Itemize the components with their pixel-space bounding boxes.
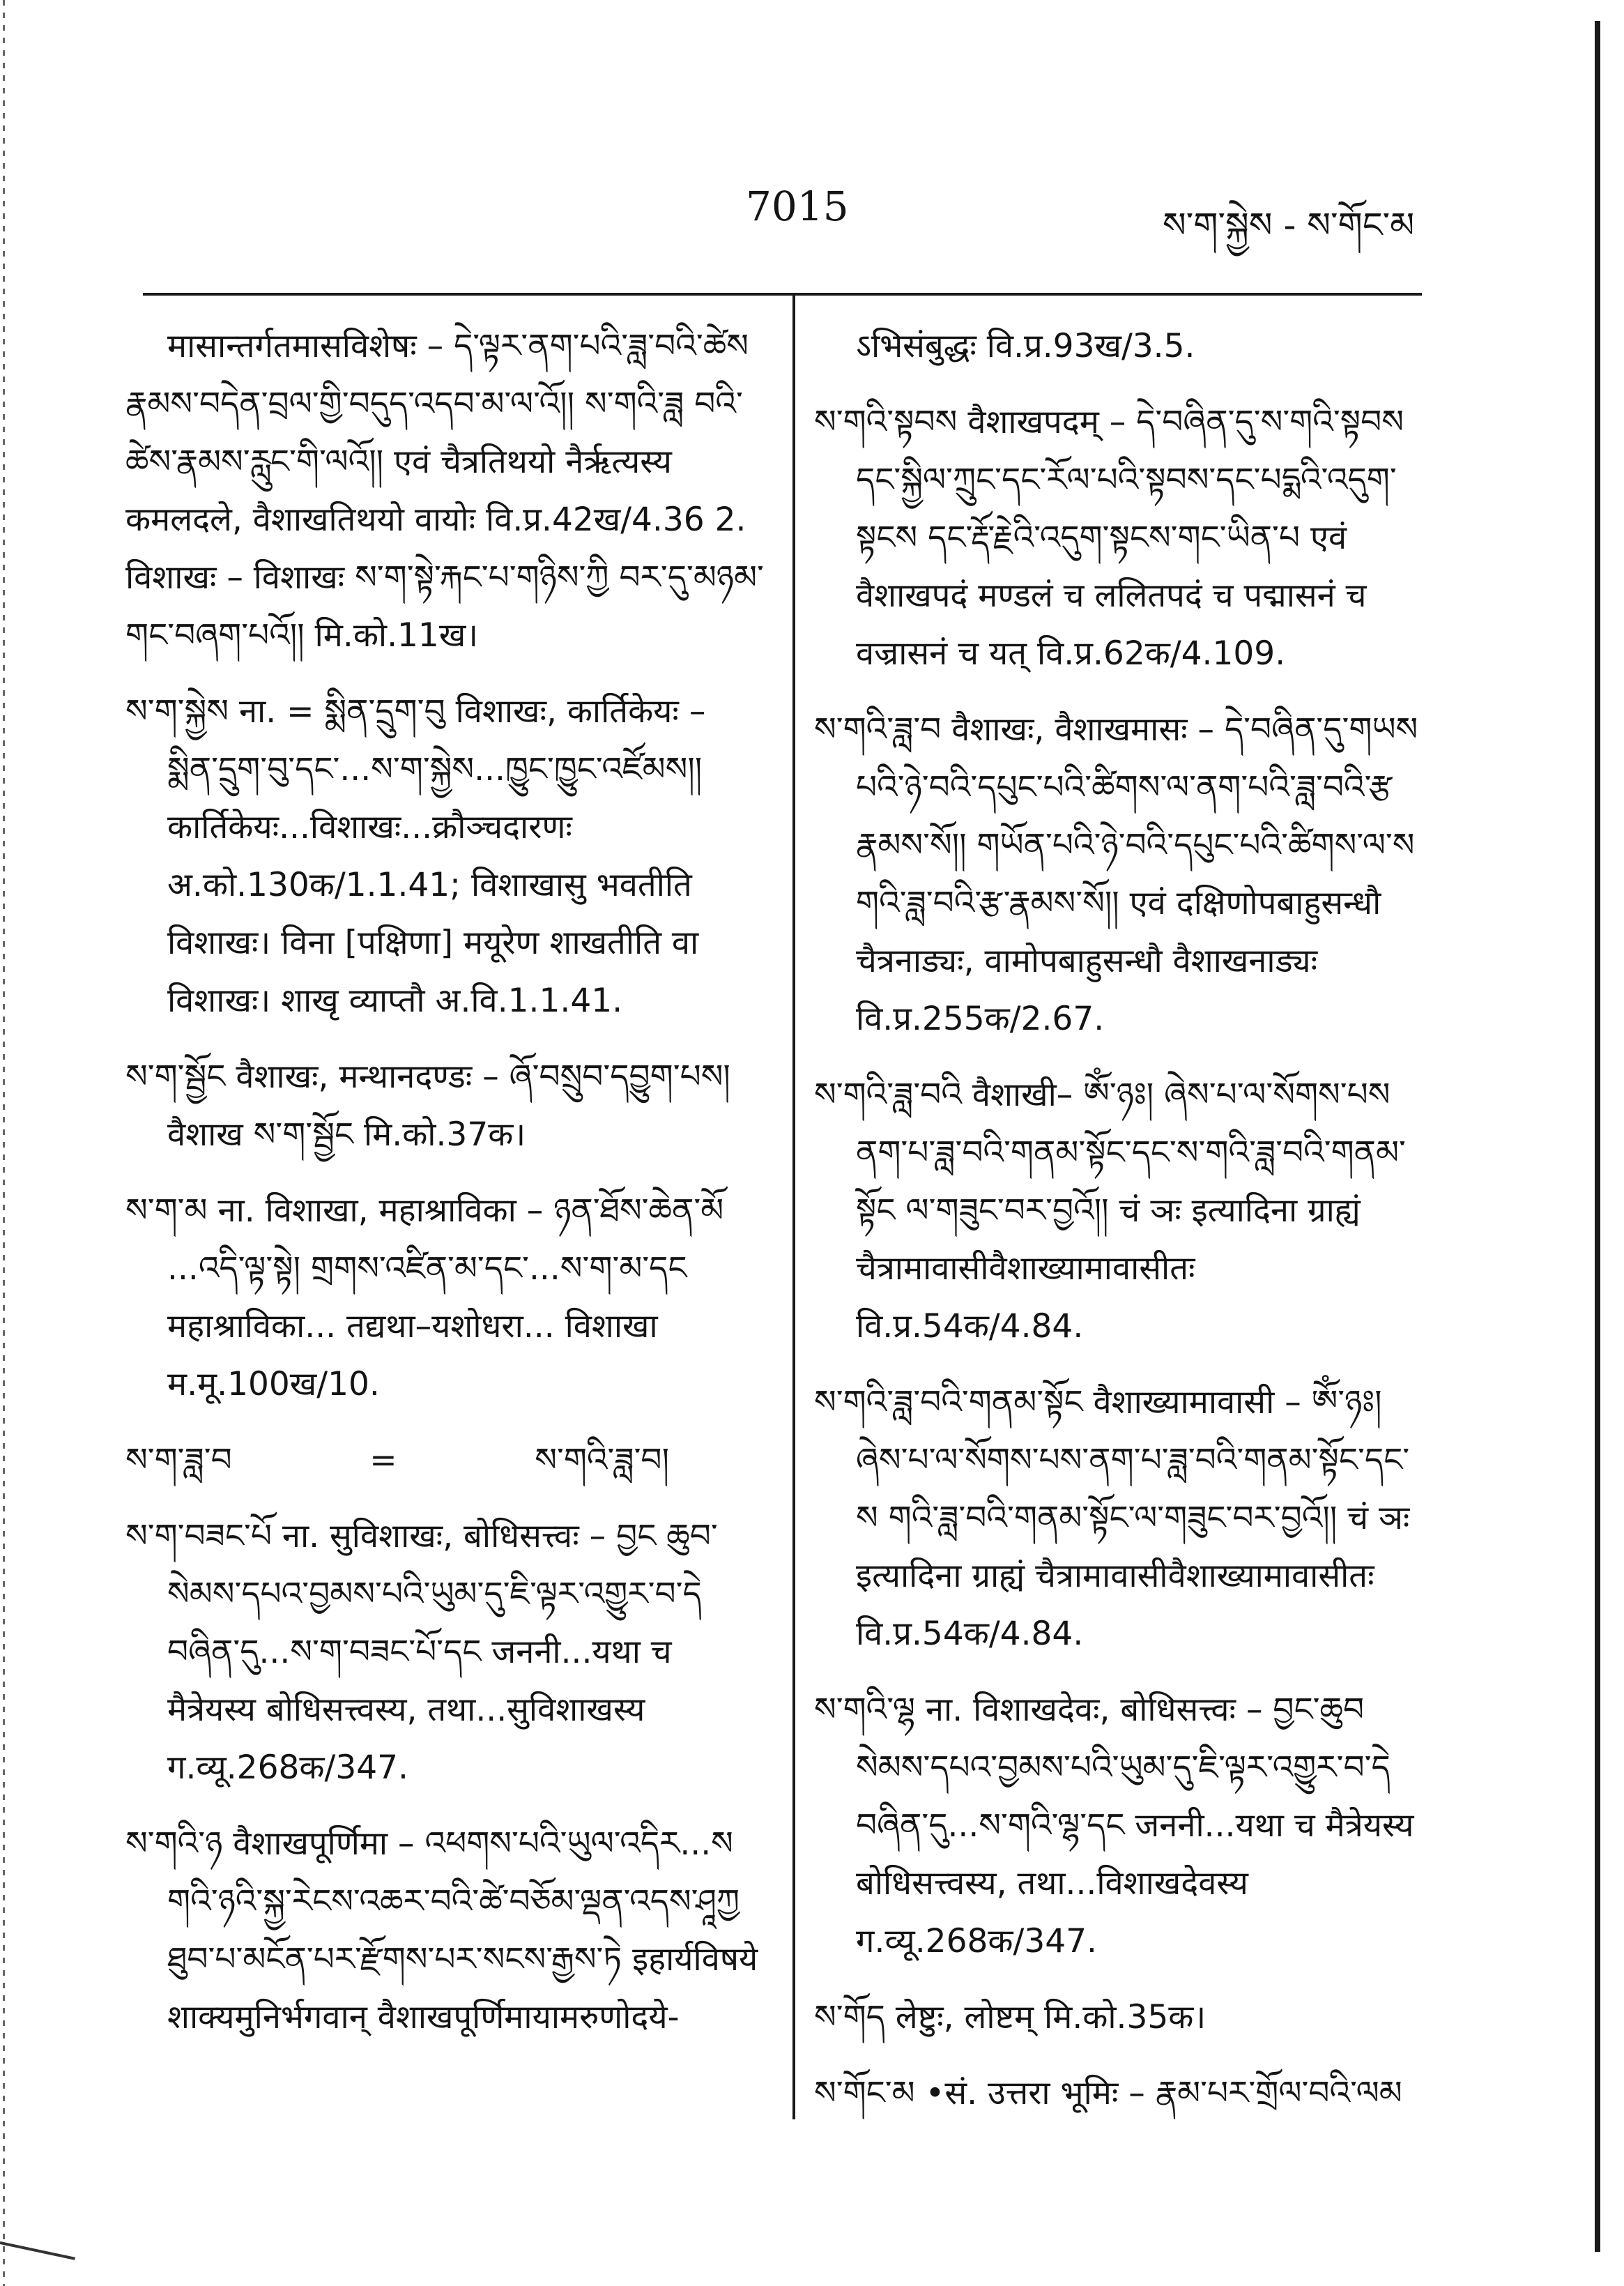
right-column	[814, 317, 1427, 2140]
entry-continuation: ऽभिसंबुद्धः वि.प्र.93ख/3.5.	[856, 327, 1195, 365]
entry-sa-gai-stabs: ས་གའི་སྟབས वैशाखपदम् – དེ་བཞིན་དུ་ས་གའི་སྟབས དང་སྐྱིལ་ཀྲུང་དང་རོལ་པའི་སྟབས་དང་པདྨའི་འདུག་སྟངས དང་རྡོ་རྗེའི་འདུག་སྟངས་གང་ཡིན་པ एवं वैशाखपदं मण्डलं च ललितपदं च पद्मासनं च वज्रासनं च यत् वि.प्र.62क/4.109.	[814, 403, 1404, 673]
entry-sa-gai-nya: ས་གའི་ཉ वैशाखपूर्णिमा – འཕགས་པའི་ཡུལ་འདིར...ས གའི་ཉའི་སྐྱ་རེངས་འཆར་བའི་ཚེ་བཅོམ་ལྡན་འདས་ཤཱཀྱ ཐུབ་པ་མངོན་པར་རྫོགས་པར་སངས་རྒྱས་ཏེ इहार्यविषये शाक्यमुनिर्भगवान् वैशाखपूर्णिमायामरुणोदये-	[125, 1824, 758, 2036]
column-divider	[792, 293, 795, 2119]
cross-ref-target: ས་གའི་ཟླ་བ།	[535, 1441, 669, 1479]
scan-right-border	[1595, 21, 1600, 2252]
entry-sa-gong-ma: ས་གོང་མ •सं. उत्तरा भूमिः – རྣམ་པར་གྲོལ་བའི་ལམ	[814, 2074, 1402, 2112]
cross-ref-sign: =	[369, 1441, 397, 1479]
entry-sa-god: ས་གོད लेष्टुः, लोष्टम् मि.को.35क।	[814, 1998, 1206, 2036]
entry-cross-reference	[125, 1431, 767, 1489]
header-rule	[143, 293, 1422, 296]
entry-sa-gai-zla-bai: ས་གའི་ཟླ་བའི वैशाखी– ཨོཾ་ཉཿ། ཞེས་པ་ལ་སོགས་པས ནག་པ་ཟླ་བའི་གནམ་སྟོང་དང་ས་གའི་ཟླ་བའི་གནམ་སྟོང ལ་གཟུང་བར་བྱའོ།། चं ञः इत्यादिना ग्राह्यं चैत्रामावासीवैशाख्यामावासीतः वि.प्र.54क/4.84.	[814, 1076, 1406, 1346]
left-column	[125, 317, 767, 2064]
entry-sa-ga-ma: ས་ག་མ ना. विशाखा, महाश्राविका – ཉན་ཐོས་ཆེན་མོ ...འདི་ལྟ་སྟེ། གྲགས་འཛིན་མ་དང་...ས་ག་མ་དང महाश्राविका... तद्यथा–यशोधरा... विशाखा म.मू.100ख/10.	[125, 1191, 724, 1403]
cross-ref-term: ས་ག་ཟླ་བ	[125, 1441, 232, 1479]
page-number: 7015	[746, 183, 849, 230]
running-head: ས་ག་སྐྱེས - ས་གོང་མ	[1163, 205, 1415, 245]
scan-left-edge	[3, 0, 5, 2286]
entry-continuation: मासान्तर्गतमासविशेषः – དེ་ལྟར་ནག་པའི་ཟླ་བའི་ཚེས རྣམས་བདེན་བྲལ་གྱི་བདུད་འདབ་མ་ལ་འོ།། ས་གའི་ཟླ བའི་ཚེས་རྣམས་རླུང་གི་ལའོ།། एवं चैत्रतिथयो नैर्ऋत्यस्य कमलदले, वैशाखतिथयो वायोः वि.प्र.42ख/4.36 2. विशाखः – विशाखः ས་ག་སྟེ་རྐང་པ་གཉིས་ཀྱི བར་དུ་མཉམ་གང་བཞག་པའོ།། मि.को.11ख।	[125, 327, 764, 655]
entry-sa-ga-sbyong: ས་ག་སྦྱོང वैशाखः, मन्थानदण्डः – ཞོ་བསྲུབ་དབྱུག་པས། वैशाख ས་ག་སྦྱོང मि.को.37क।	[125, 1058, 730, 1154]
scan-corner-mark	[0, 2241, 75, 2260]
entry-gnam-stong: ས་གའི་ཟླ་བའི་གནམ་སྟོང वैशाख्यामावासी – ཨོཾ་ཉཿ། ཞེས་པ་ལ་སོགས་པས་ནག་པ་ཟླ་བའི་གནམ་སྟོང་དང་ས གའི་ཟླ་བའི་གནམ་སྟོང་ལ་གཟུང་བར་བྱའོ།། चं ञः इत्यादिना ग्राह्यं चैत्रामावासीवैशाख्यामावासीतः वि.प्र.54क/4.84.	[814, 1383, 1410, 1653]
entry-sa-gai-lha: ས་གའི་ལྷ ना. विशाखदेवः, बोधिसत्त्वः – བྱང་ཆུབ སེམས་དཔའ་བྱམས་པའི་ཡུམ་དུ་ཇི་ལྟར་འགྱུར་བ་དེ བཞིན་དུ...ས་གའི་ལྷ་དང जननी...यथा च मैत्रेयस्य बोधिसत्त्वस्य, तथा...विशाखदेवस्य ग.व्यू.268क/347.	[814, 1691, 1414, 1960]
entry-sa-ga-bzang-po: ས་ག་བཟང་པོ ना. सुविशाखः, बोधिसत्त्वः – བྱང ཆུབ་སེམས་དཔའ་བྱམས་པའི་ཡུམ་དུ་ཇི་ལྟར་འགྱུར་བ་དེ བཞིན་དུ...ས་ག་བཟང་པོ་དང जननी...यथा च मैत्रेयस्य बोधिसत्त्वस्य, तथा...सुविशाखस्य ग.व्यू.268क/347.	[125, 1517, 718, 1787]
entry-sa-gai-zla-ba: ས་གའི་ཟླ་བ वैशाखः, वैशाखमासः – དེ་བཞིན་དུ་གཡས པའི་ཉེ་བའི་དཔུང་པའི་ཚིགས་ལ་ནག་པའི་ཟླ་བའི་རྩ རྣམས་སོ།། གཡོན་པའི་ཉེ་བའི་དཔུང་པའི་ཚིགས་ལ་ས གའི་ཟླ་བའི་རྩ་རྣམས་སོ།། एवं दक्षिणोपबाहुसन्धौ चैत्रनाड्यः, वामोपबाहुसन्धौ वैशाखनाड्यः वि.प्र.255क/2.67.	[814, 710, 1418, 1038]
entry-sa-ga-skyes: ས་ག་སྐྱེས ना. = སྨིན་དྲུག་བུ विशाखः, कार्तिकेयः – སྨིན་དྲུག་བུ་དང་...ས་ག་སྐྱེས...ཁྱུང་ཁྱུང་འཛོམས།། कार्तिकेयः...विशाखः...क्रौञ्चदारणः अ.को.130क/1.1.41; विशाखासु भवतीति विशाखः। विना [पक्षिणा] मयूरेण शाखतीति वा विशाखः। शाखृ व्याप्तौ अ.वि.1.1.41.	[125, 692, 706, 1020]
